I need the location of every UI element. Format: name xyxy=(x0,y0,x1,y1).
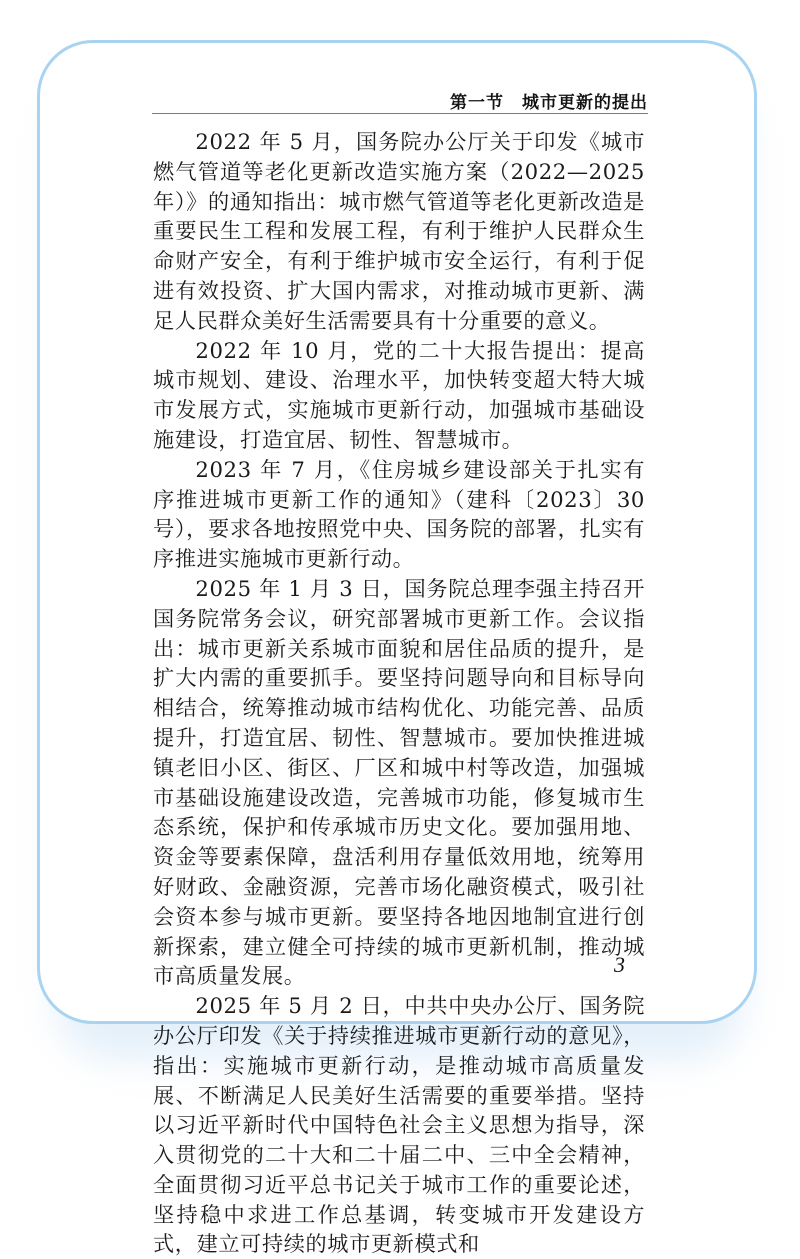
running-head xyxy=(153,88,648,113)
paragraph: 2023 年 7 月，《住房城乡建设部关于扎实有序推进城市更新工作的通知》（建科〔2023〕30 号），要求各地按照党中央、国务院的部署，扎实有序推进实施城市更新行动。 xyxy=(153,456,645,572)
section-label: 第一节 xyxy=(450,93,504,113)
paragraph: 2022 年 10 月，党的二十大报告提出：提高城市规划、建设、治理水平，加快转变超大特大城市发展方式，实施城市更新行动，加强城市基础设施建设，打造宜居、韧性、智慧城市。 xyxy=(153,337,645,452)
paragraph: 2022 年 5 月，国务院办公厅关于印发《城市燃气管道等老化更新改造实施方案（2022—2025 年）》的通知指出：城市燃气管道等老化更新改造是重要民生工程和发展工程，有利于维护人民群众生命财产安全，有利于维护城市安全运行，有利于促进有效投资、扩大国内需求，对推动城市更新、满足人民群众美好生活需要具有十分重要的意义。 xyxy=(153,129,645,333)
paragraph: 2025 年 1 月 3 日，国务院总理李强主持召开国务院常务会议，研究部署城市更新工作。会议指出：城市更新关系城市面貌和居住品质的提升，是扩大内需的重要抓手。要坚持问题导向和目标导向相结合，统筹推动城市结构优化、功能完善、品质提升，打造宜居、韧性、智慧城市。要加快推进城镇老旧小区、街区、厂区和城中村等改造，加强城市基础设施建设改造，完善城市功能，修复城市生态系统，保护和传承城市历史文化。要加强用地、资金等要素保障，盘活利用存量低效用地，统筹用好财政、金融资源，完善市场化融资模式，吸引社会资本参与城市更新。要坚持各地因地制宜进行创新探索，建立健全可持续的城市更新机制，推动城市高质量发展。 xyxy=(153,575,645,989)
body-text xyxy=(153,127,645,1259)
paragraph: 2025 年 5 月 2 日，中共中央办公厅、国务院办公厅印发《关于持续推进城市更新行动的意见》，指出：实施城市更新行动，是推动城市高质量发展、不断满足人民美好生活需要的重要举措。坚持以习近平新时代中国特色社会主义思想为指导，深入贯彻党的二十大和二十届二中、三中全会精神，全面贯彻习近平总书记关于城市工作的重要论述，坚持稳中求进工作总基调，转变城市开发建设方式，建立可持续的城市更新模式和 xyxy=(153,993,645,1257)
header-rule xyxy=(152,113,648,114)
page-number: 3 xyxy=(614,952,625,977)
section-title: 城市更新的提出 xyxy=(522,93,648,113)
